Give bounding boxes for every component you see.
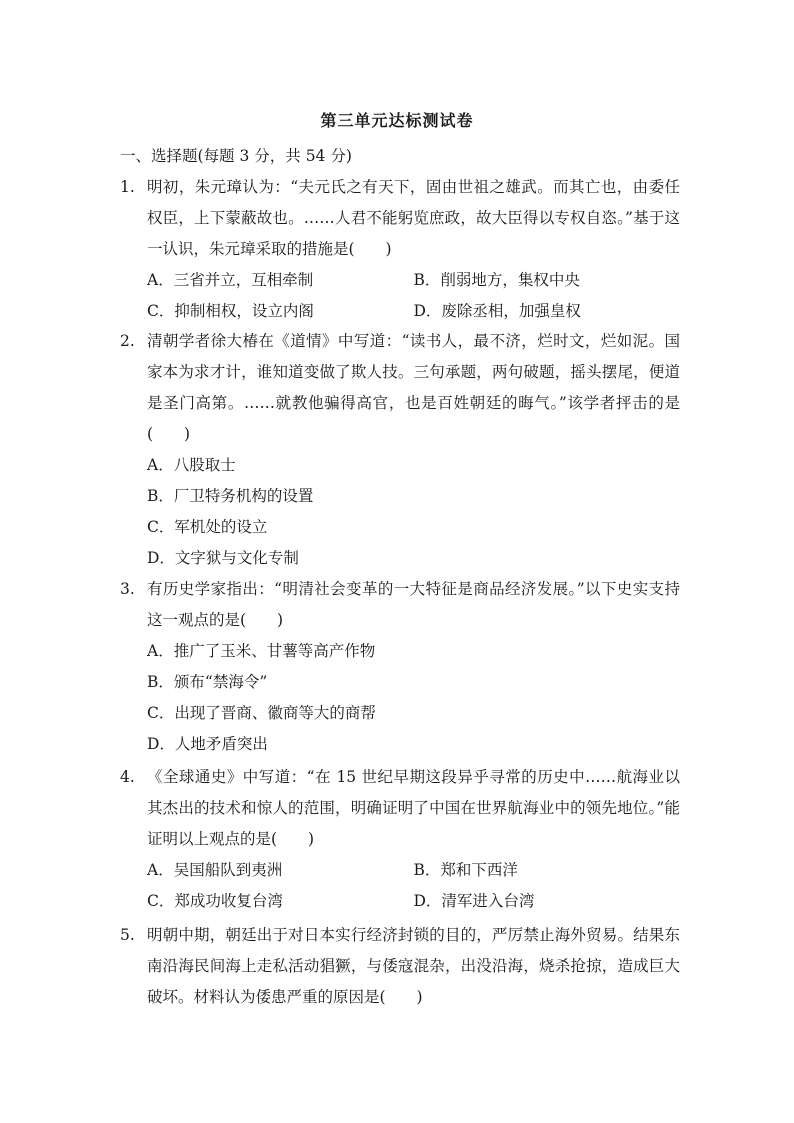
option-c[interactable]: C．出现了晋商、徽商等大的商帮	[147, 704, 376, 722]
option-b[interactable]: B．郑和下西洋	[413, 861, 518, 879]
section-heading: 一、选择题(每题 3 分，共 54 分)	[120, 147, 352, 165]
question-number: 2.	[120, 332, 135, 350]
question-text: 《全球通史》中写道：“在 15 世纪早期这段异乎寻常的历史中……航海业以其杰出的技术和惊人的范围，明确证明了中国在世界航海业中的领先地位。”能证明以上观点的是( )	[147, 768, 680, 848]
question-text: 明初，朱元璋认为：“夫元氏之有天下，固由世祖之雄武。而其亡也，由委任权臣，上下蒙蔽故也。……人君不能躬览庶政，故大臣得以专权自恣。”基于这一认识，朱元璋采取的措施是( )	[147, 178, 680, 258]
option-b[interactable]: B．颁布“禁海令”	[147, 673, 268, 691]
question-stem	[120, 326, 680, 450]
option-a[interactable]: A．吴国船队到夷洲	[147, 861, 283, 879]
option-row	[120, 296, 680, 327]
question-5	[120, 920, 680, 1013]
option-b[interactable]: B．削弱地方，集权中央	[413, 271, 580, 289]
option-c[interactable]: C．抑制相权，设立内阁	[147, 302, 314, 320]
question-text: 有历史学家指出：“明清社会变革的一大特征是商品经济发展。”以下史实支持这一观点的是( )	[147, 580, 680, 629]
option-c[interactable]: C．郑成功收复台湾	[147, 892, 283, 910]
option-row	[120, 855, 680, 886]
question-stem	[120, 574, 680, 636]
question-2	[120, 326, 680, 574]
question-text: 清朝学者徐大椿在《道情》中写道：“读书人，最不济，烂时文，烂如泥。国家本为求才计，谁知道变做了欺人技。三句承题，两句破题，摇头摆尾，便道是圣门高第。……就教他骗得高官，也是百姓朝廷的晦气。”该学者抨击的是( )	[147, 332, 680, 443]
question-text: 明朝中期，朝廷出于对日本实行经济封锁的目的，严厉禁止海外贸易。结果东南沿海民间海上走私活动猖獗，与倭寇混杂，出没沿海，烧杀抢掠，造成巨大破坏。材料认为倭患严重的原因是( )	[147, 926, 680, 1006]
option-row	[120, 265, 680, 296]
option-d[interactable]: D．文字狱与文化专制	[147, 549, 299, 567]
question-number: 1.	[120, 178, 135, 196]
question-number: 5.	[120, 926, 135, 944]
question-stem	[120, 172, 680, 265]
exam-title: 第三单元达标测试卷	[320, 111, 474, 130]
option-c[interactable]: C．军机处的设立	[147, 518, 268, 536]
option-d[interactable]: D．人地矛盾突出	[147, 735, 268, 753]
question-1	[120, 172, 680, 327]
question-4	[120, 762, 680, 917]
option-a[interactable]: A．八股取士	[147, 456, 236, 474]
question-number: 3.	[120, 580, 135, 598]
question-stem	[120, 920, 680, 1013]
option-row	[120, 886, 680, 917]
option-d[interactable]: D．清军进入台湾	[413, 892, 535, 910]
question-number: 4.	[120, 768, 135, 786]
question-stem	[120, 762, 680, 855]
option-d[interactable]: D．废除丞相，加强皇权	[413, 302, 581, 320]
option-b[interactable]: B．厂卫特务机构的设置	[147, 487, 314, 505]
question-3	[120, 574, 680, 760]
option-a[interactable]: A．推广了玉米、甘薯等高产作物	[147, 642, 376, 660]
option-a[interactable]: A．三省并立，互相牵制	[147, 271, 314, 289]
